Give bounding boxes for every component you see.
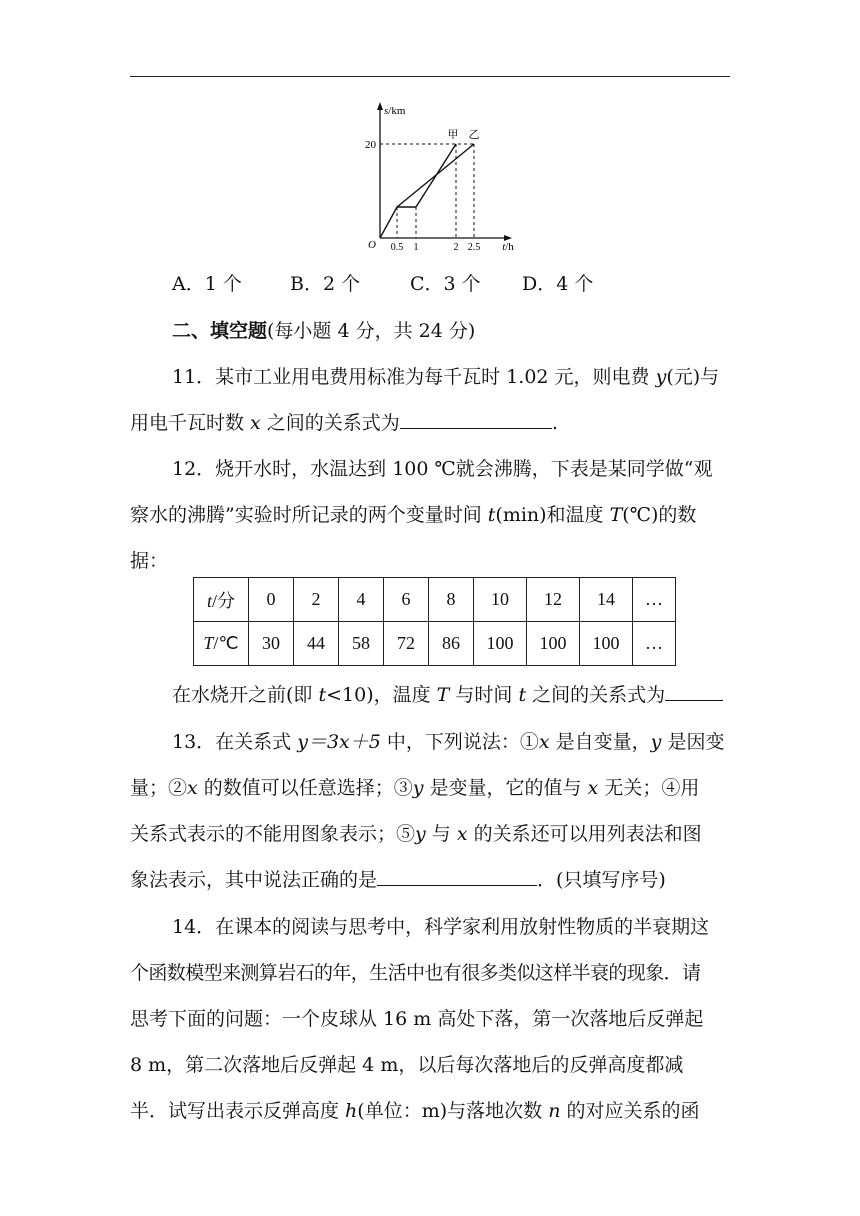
y-axis-arrow xyxy=(377,102,383,110)
q12-after-1: 在水烧开之前(即 xyxy=(172,684,319,706)
section-title: 二、填空题 xyxy=(172,320,268,342)
choice-a: A．1 个 xyxy=(172,273,242,295)
y-axis-label: s/km xyxy=(384,105,406,117)
table-cell: 100 xyxy=(527,622,580,666)
q14-var-h: h xyxy=(345,1100,358,1122)
shared-line xyxy=(380,207,416,238)
q12-text-1: 察水的沸腾”实验时所记录的两个变量时间 xyxy=(130,504,488,526)
choice-c: C．3 个 xyxy=(410,273,481,295)
q13-var-x2: x xyxy=(187,777,198,799)
q14-line-3: 思考下面的问题：一个皮球从 16 m 高处下落，第一次落地后反弹起 xyxy=(130,1008,704,1030)
choice-d: D．4 个 xyxy=(522,273,594,295)
table-cell: 44 xyxy=(294,622,339,666)
x-tick-0-5: 0.5 xyxy=(390,242,404,252)
q11-period: . xyxy=(551,412,558,434)
q13-var-x3: x xyxy=(587,777,599,799)
q14-text-1: 半．试写出表示反弹高度 xyxy=(130,1100,346,1122)
q12-var-t: t xyxy=(487,504,496,526)
q13-text-3: 是自变量， xyxy=(549,731,651,753)
q12-after-2: <10)，温度 xyxy=(326,684,437,706)
table-cell: 6 xyxy=(384,578,429,622)
q13-text-6: 的数值可以任意选择；③ xyxy=(197,777,413,799)
section-note: (每小题 4 分，共 24 分) xyxy=(267,320,476,342)
q13-text-1: 13．在关系式 xyxy=(172,731,298,753)
line-yi xyxy=(397,144,474,207)
boiling-data-table xyxy=(193,577,676,666)
q13-text-9: 关系式表示的不能用图象表示；⑤ xyxy=(130,823,416,845)
table-header-cell: T/℃ xyxy=(194,622,249,666)
y-tick-20: 20 xyxy=(365,139,376,151)
label-jia: 甲 xyxy=(447,129,459,141)
table-cell: 10 xyxy=(474,578,527,622)
table-cell: 14 xyxy=(580,578,633,622)
q14-text-3: 的对应关系的函 xyxy=(560,1100,700,1122)
table-cell: 4 xyxy=(339,578,384,622)
q13-text-4: 是因变 xyxy=(661,731,725,753)
q14-line-4: 8 m，第二次落地后反弹起 4 m，以后每次落地后的反弹高度都减 xyxy=(130,1054,684,1076)
q13-text-8: 无关；④用 xyxy=(598,777,700,799)
q11-text-1: 11．某市工业用电费用标准为每千瓦时 1.02 元，则电费 xyxy=(172,366,656,388)
q12-after-var-T: T xyxy=(436,684,450,706)
q12-text-3: (℃)的数 xyxy=(622,504,697,526)
header-rule xyxy=(130,76,730,77)
q13-var-y3: y xyxy=(415,823,426,845)
q11-text-3: 用电千瓦时数 xyxy=(130,412,251,434)
q13-text-12: 象法表示，其中说法正确的是 xyxy=(130,869,378,891)
q12-after-3: 与时间 xyxy=(449,684,519,706)
table-header-cell: t/分 xyxy=(194,578,249,622)
table-row xyxy=(194,622,676,666)
q14-var-n: n xyxy=(548,1100,561,1122)
q13-answer-blank[interactable] xyxy=(377,865,537,886)
q14-line-2: 个函数模型来测算岩石的年，生活中也有很多类似这样半衰的现象．请 xyxy=(130,962,701,984)
distance-time-graph xyxy=(360,100,520,252)
q14-text-2: (单位：m)与落地次数 xyxy=(357,1100,549,1122)
table-cell: 86 xyxy=(429,622,474,666)
q12-answer-blank[interactable] xyxy=(665,680,723,701)
q11-answer-blank[interactable] xyxy=(400,408,552,429)
q12-text-2: (min)和温度 xyxy=(495,504,610,526)
x-tick-1: 1 xyxy=(413,242,419,252)
q13-text-7: 是变量，它的值与 xyxy=(423,777,588,799)
q13-text-13: ．(只填写序号) xyxy=(537,869,666,891)
table-cell: 2 xyxy=(294,578,339,622)
table-cell: 100 xyxy=(580,622,633,666)
q13-var-y2: y xyxy=(412,777,424,799)
q12-line-1: 12．烧开水时，水温达到 100 ℃就会沸腾，下表是某同学做“观 xyxy=(172,458,713,480)
x-tick-2: 2 xyxy=(453,242,459,252)
q11-var-y: y xyxy=(655,366,667,388)
table-row xyxy=(194,578,676,622)
q13-text-2: 中，下列说法：① xyxy=(380,731,539,753)
q14-line-1: 14．在课本的阅读与思考中，科学家利用放射性物质的半衰期这 xyxy=(172,916,710,938)
table-cell: 58 xyxy=(339,622,384,666)
x-axis-label: t/h xyxy=(502,241,514,252)
q12-after-4: 之间的关系式为 xyxy=(526,684,666,706)
q11-text-4: 之间的关系式为 xyxy=(260,412,400,434)
origin-label: O xyxy=(368,239,376,251)
table-cell: 8 xyxy=(429,578,474,622)
q13-expression: y＝3x＋5 xyxy=(297,731,381,753)
q12-var-T: T xyxy=(609,504,623,526)
x-tick-2-5: 2.5 xyxy=(467,242,481,252)
q13-var-x: x xyxy=(538,731,550,753)
table-cell: … xyxy=(633,578,676,622)
table-cell: 12 xyxy=(527,578,580,622)
q12-line-3: 据： xyxy=(130,550,169,572)
q13-text-5: 量；② xyxy=(130,777,188,799)
q11-text-2: (元)与 xyxy=(666,366,720,388)
q13-var-y: y xyxy=(650,731,662,753)
table-cell: 72 xyxy=(384,622,429,666)
q13-var-x4: x xyxy=(456,823,468,845)
choice-b: B．2 个 xyxy=(290,273,361,295)
table-cell: 30 xyxy=(249,622,294,666)
q12-after-var-t: t xyxy=(318,684,327,706)
q11-var-x: x xyxy=(250,412,261,434)
table-cell: … xyxy=(633,622,676,666)
label-yi: 乙 xyxy=(468,129,480,141)
table-cell: 100 xyxy=(474,622,527,666)
q13-text-11: 的关系还可以用列表法和图 xyxy=(467,823,702,845)
q12-after-var-t2: t xyxy=(518,684,527,706)
q13-text-10: 与 xyxy=(425,823,457,845)
table-cell: 0 xyxy=(249,578,294,622)
